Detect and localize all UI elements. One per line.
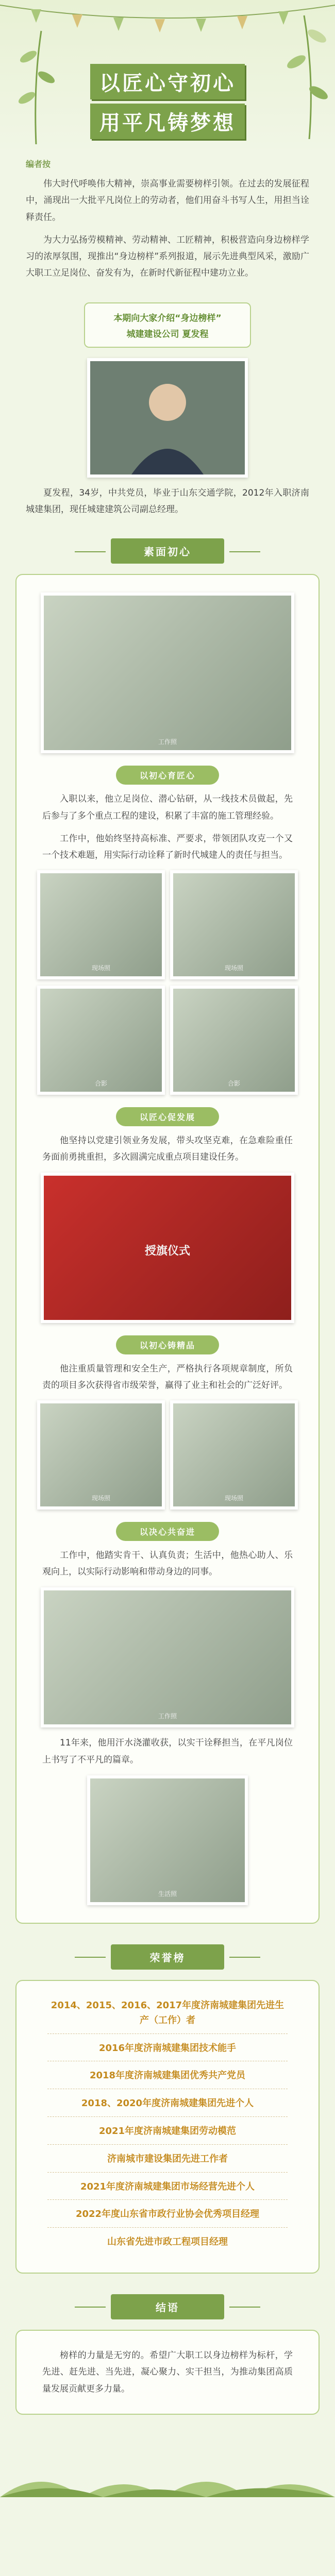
- body-paragraph: 入职以来，他立足岗位、潜心钻研，从一线技术员做起，先后参与了多个重点工程的建设，积累了丰富的施工管理经验。: [42, 794, 293, 821]
- sub-heading: 以匠心促发展: [116, 1107, 219, 1126]
- intro-card-line1: 本期向大家介绍“身边榜样”: [113, 313, 222, 324]
- sub-heading: 以决心共奋进: [116, 1522, 219, 1541]
- grass-icon: [0, 2435, 335, 2497]
- photo-grid: [37, 986, 298, 1095]
- photo-caption: 工作照: [158, 738, 177, 746]
- group-photo: [37, 986, 165, 1095]
- hero-title: [0, 62, 335, 141]
- section-title: 素面初心: [111, 538, 224, 564]
- honor-item: 济南城市建设集团先进工作者: [47, 2152, 288, 2173]
- hero-banner: [0, 0, 335, 155]
- intro-card: [84, 302, 251, 348]
- ceremony-photo: [41, 1173, 294, 1323]
- hero-title-line1: 以匠心守初心: [90, 64, 245, 99]
- person-icon: [90, 361, 245, 474]
- site-photo: [170, 1400, 298, 1510]
- work-photo: [41, 592, 294, 753]
- honor-item: 2021年度济南城建集团市场经营先进个人: [47, 2180, 288, 2200]
- footer-decoration: [0, 2435, 335, 2497]
- photo-grid: [37, 1400, 298, 1510]
- honors-frame: [15, 1980, 320, 2274]
- profile-paragraph: 夏发程，34岁，中共党员，毕业于山东交通学院，2012年入职济南城建集团，现任城建建筑公司副总经理。: [26, 487, 309, 515]
- photo-caption: 现场照: [224, 1494, 243, 1502]
- intro-paragraph: 为大力弘扬劳模精神、劳动精神、工匠精神，积极营造向身边榜样学习的浓厚氛围，现推出“身边榜样”系列报道，展示先进典型风采，激励广大职工立足岗位、奋发有为，在新时代新征程中建功立业。: [26, 234, 309, 279]
- photo-grid: [37, 870, 298, 979]
- honor-item: 2018、2020年度济南城建集团先进个人: [47, 2096, 288, 2117]
- body-paragraph: 11年来，他用汗水浇灌收获，以实干诠释担当，在平凡岗位上书写了不平凡的篇章。: [42, 1738, 293, 1765]
- editor-note-label: 编者按: [26, 159, 51, 169]
- photo-caption: 合影: [227, 1079, 240, 1087]
- honor-item: 2016年度济南城建集团技术能手: [47, 2041, 288, 2062]
- work-photo: [41, 1587, 294, 1727]
- closing-paragraph: 榜样的力量是无穷的。希望广大职工以身边榜样为标杆，学先进、赶先进、当先进，凝心聚力、实干担当，为推动集团高质量发展贡献更多力量。: [42, 2350, 293, 2394]
- photo-caption: 现场照: [91, 1494, 110, 1502]
- photo-caption: 现场照: [91, 964, 110, 972]
- honor-item: 2018年度济南城建集团优秀共产党员: [47, 2069, 288, 2089]
- body-paragraph: 他坚持以党建引领业务发展，带头攻坚克难，在急难险重任务面前勇挑重担，多次圆满完成重点项目建设任务。: [42, 1135, 293, 1162]
- group-photo: [170, 986, 298, 1095]
- life-photo: [87, 1775, 248, 1905]
- photo-caption: 工作照: [158, 1713, 177, 1720]
- hero-title-line2: 用平凡铸梦想: [90, 104, 245, 139]
- body-paragraph: 工作中，他踏实肯干、认真负责；生活中，他热心助人、乐观向上，以实际行动影响和带动身边的同事。: [42, 1550, 293, 1578]
- site-photo: [170, 870, 298, 979]
- body-paragraph: 他注重质量管理和安全生产，严格执行各项规章制度，所负责的项目多次获得省市级荣誉，赢得了业主和社会的广泛好评。: [42, 1364, 293, 1391]
- section-title: 荣誉榜: [111, 1944, 224, 1970]
- closing-frame: [15, 2330, 320, 2415]
- portrait-photo: [87, 358, 248, 478]
- honor-item: 山东省先进市政工程项目经理: [107, 2236, 228, 2248]
- photo-caption: 生活照: [158, 1890, 177, 1897]
- site-photo: [37, 1400, 165, 1510]
- site-photo: [37, 870, 165, 979]
- sub-heading: 以初心育匠心: [116, 766, 219, 785]
- content-frame: [15, 574, 320, 1924]
- sub-heading: 以初心铸精品: [116, 1335, 219, 1354]
- section-title: 结语: [111, 2294, 224, 2319]
- photo-caption: 现场照: [224, 964, 243, 972]
- ceremony-banner-text: 授旗仪式: [144, 1245, 190, 1258]
- honor-item: 2014、2015、2016、2017年度济南城建集团先进生产（工作）者: [47, 1998, 288, 2034]
- honor-item: 2022年度山东省市政行业协会优秀项目经理: [47, 2207, 288, 2228]
- honors-list: [47, 1998, 288, 2255]
- intro-paragraph: 伟大时代呼唤伟大精神，崇高事业需要榜样引领。在过去的发展征程中，涌现出一大批平凡岗位上的劳动者，他们用奋斗书写人生，用担当诠释责任。: [26, 179, 309, 223]
- honor-item: 2021年度济南城建集团劳动模范: [47, 2124, 288, 2145]
- intro-card-line2: 城建建设公司 夏发程: [126, 329, 209, 340]
- photo-caption: 合影: [94, 1079, 107, 1087]
- body-paragraph: 工作中，他始终坚持高标准、严要求，带领团队攻克一个又一个技术难题，用实际行动诠释了新时代城建人的责任与担当。: [42, 833, 293, 861]
